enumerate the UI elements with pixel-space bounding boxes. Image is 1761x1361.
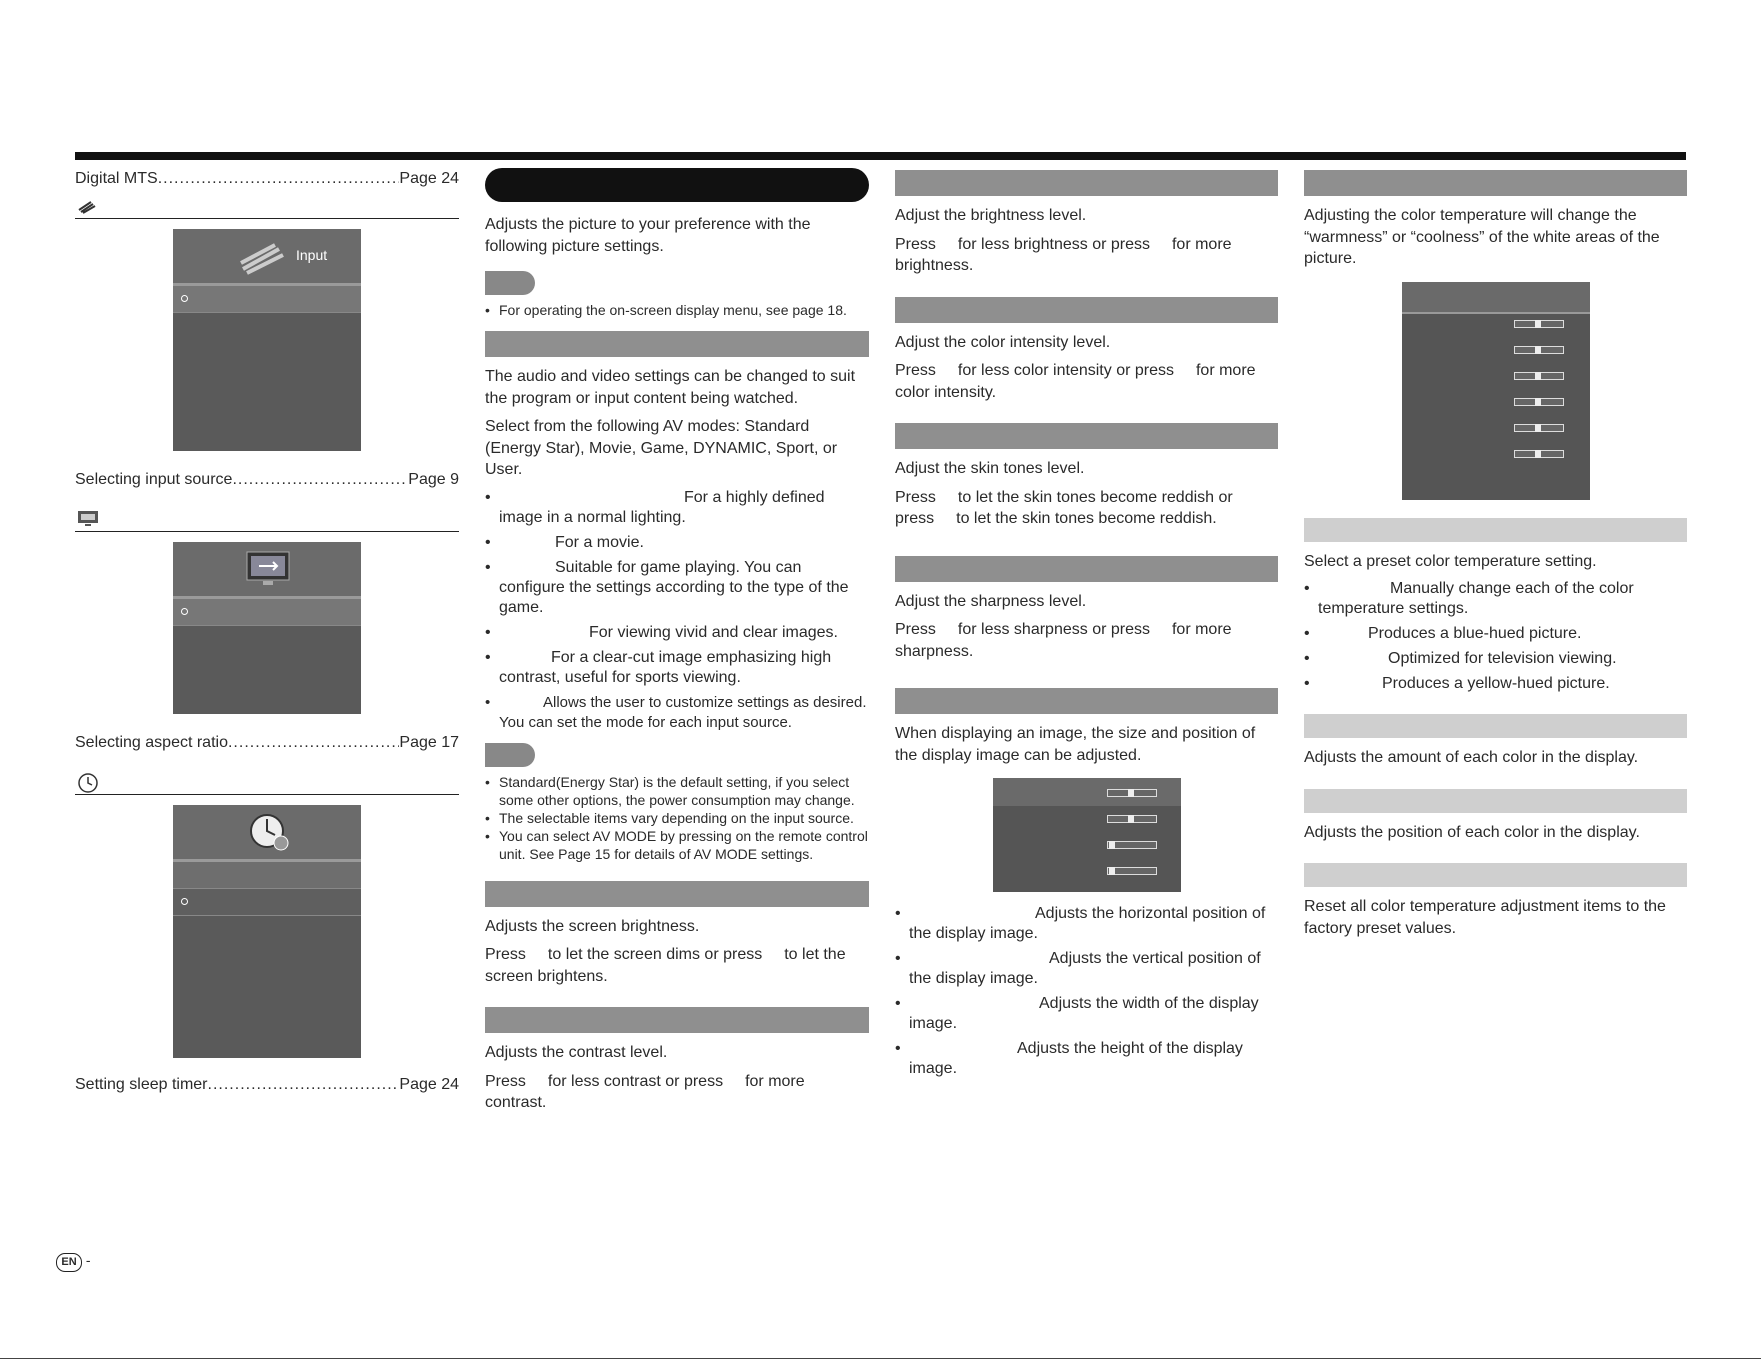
cable-connector-icon xyxy=(239,241,289,280)
position-item: • Adjusts the horizontal position of the display image. xyxy=(895,904,1278,944)
tint-usage: Press to let the skin tones become reddish or press to let the skin tones become reddish. xyxy=(895,488,1233,527)
sharpness-header-bar xyxy=(895,556,1278,582)
preset-item: • Optimized for television viewing. xyxy=(1304,649,1687,669)
sharpness-usage: Press for less sharpness or press for more sharpness. xyxy=(895,621,1232,660)
input-section-header xyxy=(75,194,459,219)
av-mode-item: • For a highly defined image in a normal lighting. xyxy=(485,488,869,528)
column-1 xyxy=(75,168,459,1096)
preset-header-bar xyxy=(1304,518,1687,542)
av-mode-para-1: The audio and video settings can be changed to suit the program or input content being watched. xyxy=(485,368,856,407)
backlight-usage: Press to let the screen dims or press to let the screen brightens. xyxy=(485,946,846,985)
menu-highlight-row[interactable] xyxy=(173,599,361,626)
offset-desc: Adjusts the position of each color in the display. xyxy=(1304,823,1640,841)
menu-highlight-row[interactable] xyxy=(173,286,361,313)
brightness-desc: Adjust the brightness level. xyxy=(895,207,1087,224)
sharpness-desc: Adjust the sharpness level. xyxy=(895,592,1087,610)
color-desc: Adjust the color intensity level. xyxy=(895,333,1111,351)
top-rule xyxy=(75,152,1686,160)
note-item: • The selectable items vary depending on the input source. xyxy=(485,809,869,827)
h-position-slider[interactable] xyxy=(1107,789,1157,797)
gain-desc: Adjusts the amount of each color in the display. xyxy=(1304,749,1639,766)
preset-item: • Produces a blue-hued picture. xyxy=(1304,624,1687,644)
contrast-usage: Press for less contrast or press for more contrast. xyxy=(485,1072,805,1111)
position-item: • Adjusts the width of the display image. xyxy=(895,994,1278,1034)
color-usage: Press for less color intensity or press for more color intensity. xyxy=(895,362,1256,401)
width-slider[interactable] xyxy=(1107,841,1157,849)
preset-item: • Manually change each of the color temperature settings. xyxy=(1304,579,1687,619)
reset-desc: Reset all color temperature adjustment items to the factory preset values. xyxy=(1304,898,1666,937)
toc-digital-mts: Digital MTS ..... Page 24 xyxy=(75,168,459,190)
preset-desc: Select a preset color temperature setting. xyxy=(1304,552,1597,570)
menu-highlight-row[interactable] xyxy=(173,889,361,916)
color-offset-slider[interactable] xyxy=(1514,424,1564,432)
position-desc: When displaying an image, the size and position of the display image can be adjusted. xyxy=(895,725,1256,764)
clock-icon xyxy=(249,809,291,860)
picture-settings-title-bar xyxy=(485,168,869,202)
note-item: • You can select AV MODE by pressing on the remote control unit. See Page 15 for details of AV MODE settings. xyxy=(485,827,869,863)
color-temp-desc: Adjusting the color temperature will change the “warmness” or “coolness” of the white areas of the picture. xyxy=(1304,207,1660,267)
preset-item: • Produces a yellow-hued picture. xyxy=(1304,674,1687,694)
note-item: • Standard(Energy Star) is the default setting, if you select some other options, the power consumption may change. xyxy=(485,773,869,809)
color-gain-slider[interactable] xyxy=(1514,372,1564,380)
color-offset-slider[interactable] xyxy=(1514,398,1564,406)
av-mode-item: • For a clear-cut image emphasizing high contrast, useful for sports viewing. xyxy=(485,648,869,688)
picture-intro: Adjusts the picture to your preference with the following picture settings. xyxy=(485,216,811,255)
color-offset-slider[interactable] xyxy=(1514,450,1564,458)
contrast-desc: Adjusts the contrast level. xyxy=(485,1044,668,1061)
contrast-header-bar xyxy=(485,1007,869,1033)
input-menu-screen xyxy=(173,229,361,451)
clock-icon xyxy=(77,772,99,799)
backlight-header-bar xyxy=(485,881,869,907)
note-badge xyxy=(485,743,535,767)
v-position-slider[interactable] xyxy=(1107,815,1157,823)
color-temp-header-bar xyxy=(1304,170,1687,196)
color-temp-menu-panel xyxy=(1402,282,1590,500)
av-mode-para-2: Select from the following AV modes: Standard (Energy Star), Movie, Game, DYNAMIC, Sport, or User. xyxy=(485,418,838,478)
toc-input-source: Selecting input source ..... Page 9 xyxy=(75,469,459,491)
tint-desc: Adjust the skin tones level. xyxy=(895,460,1085,477)
av-mode-item: • For a movie. xyxy=(485,533,869,553)
av-mode-item: • Allows the user to customize settings as desired. You can set the mode for each input source. xyxy=(485,693,869,733)
page-footer xyxy=(56,1252,91,1272)
toc-sleep-timer: Setting sleep timer ..... Page 24 xyxy=(75,1074,459,1096)
color-gain-slider[interactable] xyxy=(1514,320,1564,328)
offset-header-bar xyxy=(1304,789,1687,813)
backlight-desc: Adjusts the screen brightness. xyxy=(485,917,700,935)
input-menu-title: Input xyxy=(296,247,328,263)
note-badge xyxy=(485,271,535,295)
av-mode-item: • Suitable for game playing. You can configure the settings according to the type of the game. xyxy=(485,558,869,618)
column-4 xyxy=(1304,168,1687,946)
note-osd: • For operating the on-screen display menu, see page 18. xyxy=(485,301,869,319)
color-gain-slider[interactable] xyxy=(1514,346,1564,354)
bottom-rule xyxy=(0,1358,1761,1359)
av-mode-header-bar xyxy=(485,331,869,357)
aspect-section-header xyxy=(75,507,459,532)
toc-aspect-ratio: Selecting aspect ratio ..... Page 17 xyxy=(75,732,459,754)
brightness-usage: Press for less brightness or press for more brightness. xyxy=(895,235,1232,274)
brightness-header-bar xyxy=(895,170,1278,196)
monitor-icon xyxy=(245,550,291,593)
position-item: • Adjusts the vertical position of the display image. xyxy=(895,949,1278,989)
height-slider[interactable] xyxy=(1107,867,1157,875)
column-3 xyxy=(895,168,1278,1084)
sleep-section-header xyxy=(75,770,459,795)
av-mode-item: • For viewing vivid and clear images. xyxy=(485,623,869,643)
position-menu-panel xyxy=(993,778,1181,892)
aspect-menu-screen xyxy=(173,542,361,714)
column-2 xyxy=(485,168,869,1121)
cable-connector-icon xyxy=(77,196,97,219)
color-header-bar xyxy=(895,297,1278,323)
sleep-menu-screen xyxy=(173,805,361,1058)
page-number-dash: - xyxy=(85,1252,91,1268)
monitor-icon xyxy=(77,509,99,532)
gain-header-bar xyxy=(1304,714,1687,738)
position-header-bar xyxy=(895,688,1278,714)
reset-header-bar xyxy=(1304,863,1687,887)
tint-header-bar xyxy=(895,423,1278,449)
position-item: • Adjusts the height of the display image. xyxy=(895,1039,1278,1079)
language-badge: EN xyxy=(56,1253,82,1272)
